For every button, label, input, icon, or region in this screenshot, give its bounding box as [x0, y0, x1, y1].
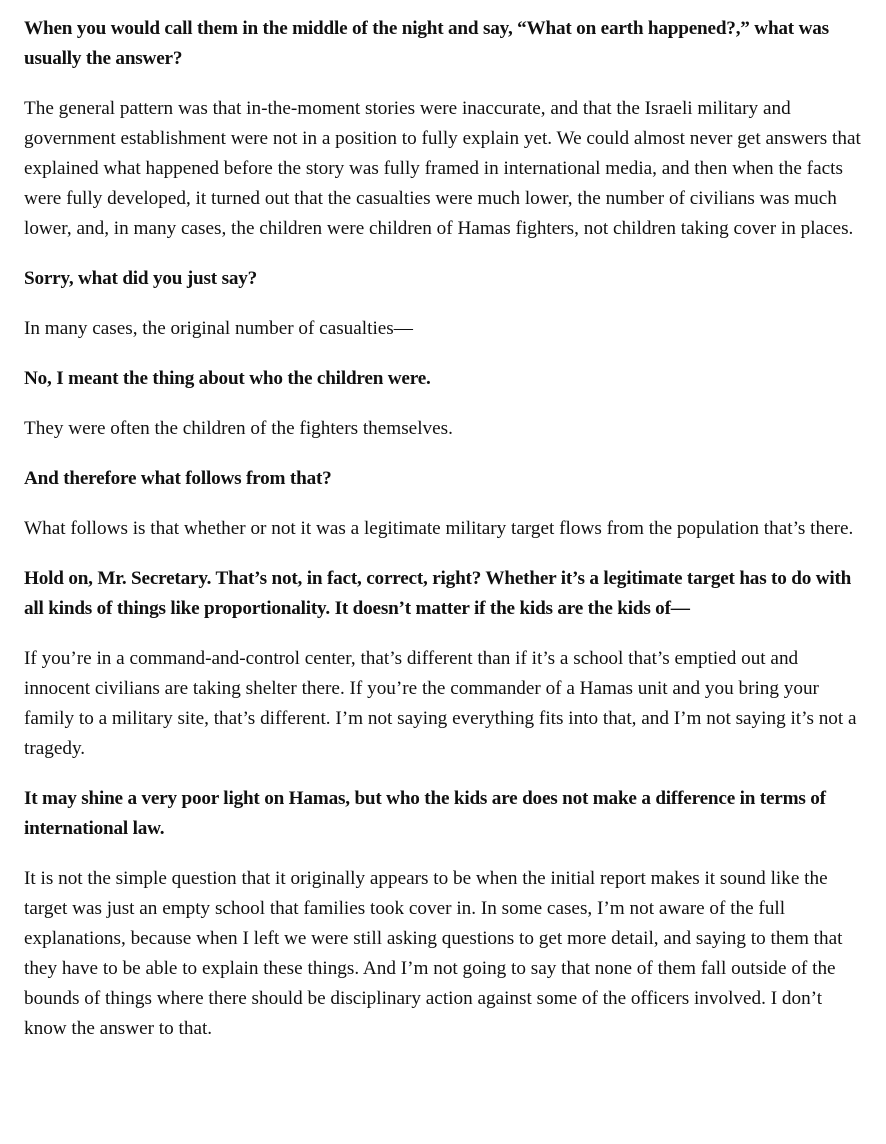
interview-answer: What follows is that whether or not it was a legitimate military target flows from the population that’s there.: [24, 518, 854, 539]
interview-question: No, I meant the thing about who the children were.: [24, 368, 431, 389]
interview-question: Hold on, Mr. Secretary. That’s not, in fact, correct, right? Whether it’s a legitimate target has to do with all kinds of things like proportionality. It doesn’t matter if the kids are the kids of—: [24, 568, 852, 619]
interview-answer: In many cases, the original number of casualties—: [24, 318, 413, 339]
interview-question: Sorry, what did you just say?: [24, 268, 258, 289]
interview-question: When you would call them in the middle of the night and say, “What on earth happened?,” what was usually the answer?: [24, 18, 829, 69]
interview-answer: If you’re in a command-and-control center, that’s different than if it’s a school that’s emptied out and innocent civilians are taking shelter there. If you’re the commander of a Hamas unit and you bring your family to a military site, that’s different. I’m not saying everything fits into that, and I’m not saying it’s not a tragedy.: [24, 648, 857, 759]
interview-answer: It is not the simple question that it originally appears to be when the initial report makes it sound like the target was just an empty school that families took cover in. In some cases, I’m not aware of the full explanations, because when I left we were still asking questions to get more detail, and saying to them that they have to be able to explain these things. And I’m not going to say that none of them fall outside of the bounds of things where there should be disciplinary action against some of the officers involved. I don’t know the answer to that.: [24, 868, 843, 1039]
interview-answer: The general pattern was that in-the-moment stories were inaccurate, and that the Israeli military and government establishment were not in a position to fully explain yet. We could almost never get answers that explained what happened before the story was fully framed in international media, and then when the facts were fully developed, it turned out that the casualties were much lower, the number of civilians was much lower, and, in many cases, the children were children of Hamas fighters, not children taking cover in places.: [24, 98, 861, 239]
interview-answer: They were often the children of the fighters themselves.: [24, 418, 453, 439]
interview-question: It may shine a very poor light on Hamas, but who the kids are does not make a difference in terms of international law.: [24, 788, 826, 839]
interview-question: And therefore what follows from that?: [24, 468, 332, 489]
